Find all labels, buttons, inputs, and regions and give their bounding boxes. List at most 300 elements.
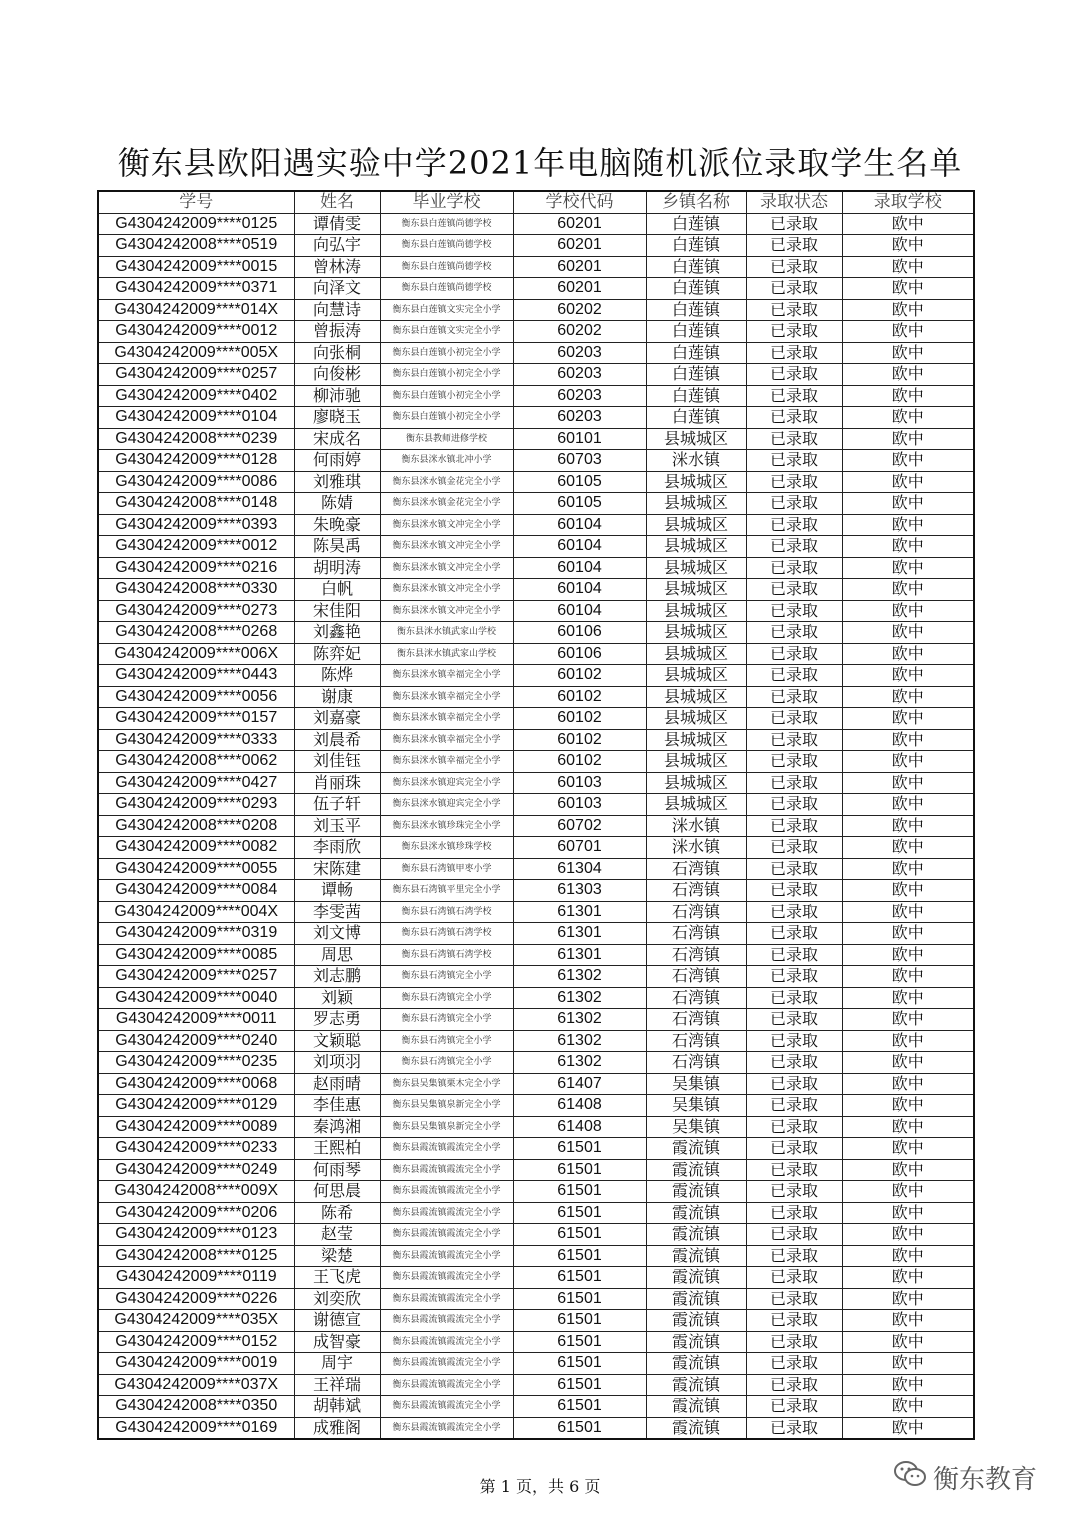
student-name-cell: 向张桐 — [294, 342, 380, 364]
table-row — [98, 1159, 974, 1181]
graduate-school-cell: 衡东县石湾镇完全小学 — [380, 1052, 513, 1074]
table-row — [98, 471, 974, 493]
table-row — [98, 1138, 974, 1160]
admitted-school-cell: 欧中 — [842, 708, 974, 730]
table-row — [98, 1202, 974, 1224]
town-cell: 霞流镇 — [646, 1202, 746, 1224]
table-row — [98, 428, 974, 450]
graduate-school-cell: 衡东县洣水镇迎宾完全小学 — [380, 794, 513, 816]
student-name-cell: 宋佳阳 — [294, 600, 380, 622]
status-cell: 已录取 — [746, 428, 842, 450]
student-id-cell: G4304242009****006X — [98, 643, 294, 665]
table-row — [98, 923, 974, 945]
school-code-cell: 60201 — [513, 213, 646, 235]
student-name-cell: 陈婧 — [294, 493, 380, 515]
town-cell: 洣水镇 — [646, 815, 746, 837]
table-row — [98, 1095, 974, 1117]
student-name-cell: 曾振涛 — [294, 321, 380, 343]
admitted-school-cell: 欧中 — [842, 1138, 974, 1160]
student-id-cell: G4304242009****0011 — [98, 1009, 294, 1031]
student-name-cell: 赵雨晴 — [294, 1073, 380, 1095]
admitted-school-cell: 欧中 — [842, 1417, 974, 1439]
admitted-school-cell: 欧中 — [842, 665, 974, 687]
town-cell: 县城城区 — [646, 643, 746, 665]
student-id-cell: G4304242009****0012 — [98, 321, 294, 343]
student-name-cell: 向慧诗 — [294, 299, 380, 321]
status-cell: 已录取 — [746, 278, 842, 300]
student-name-cell: 王祥瑞 — [294, 1374, 380, 1396]
graduate-school-cell: 衡东县洣水镇幸福完全小学 — [380, 665, 513, 687]
school-code-cell: 60102 — [513, 751, 646, 773]
graduate-school-cell: 衡东县洣水镇武家山学校 — [380, 622, 513, 644]
table-row — [98, 1310, 974, 1332]
table-row — [98, 1052, 974, 1074]
graduate-school-cell: 衡东县洣水镇北冲小学 — [380, 450, 513, 472]
admitted-school-cell: 欧中 — [842, 622, 974, 644]
status-cell: 已录取 — [746, 858, 842, 880]
page-title: 衡东县欧阳遇实验中学2021年电脑随机派位录取学生名单 — [117, 144, 963, 182]
graduate-school-cell: 衡东县洣水镇幸福完全小学 — [380, 686, 513, 708]
student-name-cell: 刘雅琪 — [294, 471, 380, 493]
graduate-school-cell: 衡东县洣水镇文冲完全小学 — [380, 514, 513, 536]
student-name-cell: 朱晚豪 — [294, 514, 380, 536]
town-cell: 县城城区 — [646, 794, 746, 816]
student-id-cell: G4304242008****0125 — [98, 1245, 294, 1267]
student-name-cell: 肖丽珠 — [294, 772, 380, 794]
status-cell: 已录取 — [746, 665, 842, 687]
student-id-cell: G4304242009****0443 — [98, 665, 294, 687]
student-id-cell: G4304242009****0257 — [98, 966, 294, 988]
school-code-cell: 60104 — [513, 536, 646, 558]
student-id-cell: G4304242009****0015 — [98, 256, 294, 278]
status-cell: 已录取 — [746, 450, 842, 472]
status-cell: 已录取 — [746, 901, 842, 923]
school-code-cell: 61407 — [513, 1073, 646, 1095]
table-row — [98, 579, 974, 601]
student-name-cell: 胡韩斌 — [294, 1396, 380, 1418]
student-id-cell: G4304242009****0086 — [98, 471, 294, 493]
town-cell: 县城城区 — [646, 708, 746, 730]
admitted-school-cell: 欧中 — [842, 342, 974, 364]
town-cell: 石湾镇 — [646, 1052, 746, 1074]
admitted-school-cell: 欧中 — [842, 1245, 974, 1267]
student-id-cell: G4304242009****0104 — [98, 407, 294, 429]
admitted-school-cell: 欧中 — [842, 213, 974, 235]
status-cell: 已录取 — [746, 622, 842, 644]
admitted-school-cell: 欧中 — [842, 579, 974, 601]
student-id-cell: G4304242009****0129 — [98, 1095, 294, 1117]
admitted-school-cell: 欧中 — [842, 729, 974, 751]
admission-table — [97, 190, 975, 1440]
status-cell: 已录取 — [746, 708, 842, 730]
student-name-cell: 何雨婷 — [294, 450, 380, 472]
student-id-cell: G4304242008****0062 — [98, 751, 294, 773]
status-cell: 已录取 — [746, 1202, 842, 1224]
status-cell: 已录取 — [746, 364, 842, 386]
admitted-school-cell: 欧中 — [842, 880, 974, 902]
town-cell: 白莲镇 — [646, 407, 746, 429]
school-code-cell: 61304 — [513, 858, 646, 880]
graduate-school-cell: 衡东县白莲镇小初完全小学 — [380, 364, 513, 386]
town-cell: 县城城区 — [646, 729, 746, 751]
table-row — [98, 794, 974, 816]
graduate-school-cell: 衡东县石湾镇完全小学 — [380, 1030, 513, 1052]
admitted-school-cell: 欧中 — [842, 364, 974, 386]
table-row — [98, 1374, 974, 1396]
graduate-school-cell: 衡东县霞流镇霞流完全小学 — [380, 1331, 513, 1353]
student-name-cell: 李雨欣 — [294, 837, 380, 859]
school-code-cell: 61501 — [513, 1288, 646, 1310]
student-name-cell: 王熙柏 — [294, 1138, 380, 1160]
status-cell: 已录取 — [746, 1009, 842, 1031]
school-code-cell: 61501 — [513, 1331, 646, 1353]
status-cell: 已录取 — [746, 579, 842, 601]
graduate-school-cell: 衡东县石湾镇平里完全小学 — [380, 880, 513, 902]
admitted-school-cell: 欧中 — [842, 557, 974, 579]
school-code-cell: 60203 — [513, 407, 646, 429]
admitted-school-cell: 欧中 — [842, 1310, 974, 1332]
graduate-school-cell: 衡东县霞流镇霞流完全小学 — [380, 1374, 513, 1396]
status-cell: 已录取 — [746, 923, 842, 945]
student-id-cell: G4304242009****0226 — [98, 1288, 294, 1310]
school-code-cell: 60202 — [513, 321, 646, 343]
admitted-school-cell: 欧中 — [842, 235, 974, 257]
table-row — [98, 729, 974, 751]
town-cell: 霞流镇 — [646, 1159, 746, 1181]
status-cell: 已录取 — [746, 299, 842, 321]
graduate-school-cell: 衡东县白莲镇小初完全小学 — [380, 407, 513, 429]
table-row — [98, 944, 974, 966]
student-id-cell: G4304242009****0084 — [98, 880, 294, 902]
header-admitted-school: 录取学校 — [842, 191, 974, 213]
town-cell: 县城城区 — [646, 428, 746, 450]
table-row — [98, 385, 974, 407]
admitted-school-cell: 欧中 — [842, 514, 974, 536]
status-cell: 已录取 — [746, 944, 842, 966]
admitted-school-cell: 欧中 — [842, 815, 974, 837]
town-cell: 霞流镇 — [646, 1331, 746, 1353]
school-code-cell: 60203 — [513, 342, 646, 364]
student-id-cell: G4304242009****0257 — [98, 364, 294, 386]
school-code-cell: 61501 — [513, 1181, 646, 1203]
town-cell: 白莲镇 — [646, 364, 746, 386]
school-code-cell: 60203 — [513, 385, 646, 407]
student-id-cell: G4304242009****0333 — [98, 729, 294, 751]
school-code-cell: 60202 — [513, 299, 646, 321]
graduate-school-cell: 衡东县霞流镇霞流完全小学 — [380, 1396, 513, 1418]
graduate-school-cell: 衡东县洣水镇文冲完全小学 — [380, 557, 513, 579]
school-code-cell: 60106 — [513, 622, 646, 644]
student-id-cell: G4304242009****005X — [98, 342, 294, 364]
student-id-cell: G4304242008****009X — [98, 1181, 294, 1203]
status-cell: 已录取 — [746, 1310, 842, 1332]
admitted-school-cell: 欧中 — [842, 1030, 974, 1052]
table-row — [98, 622, 974, 644]
status-cell: 已录取 — [746, 987, 842, 1009]
student-name-cell: 宋成名 — [294, 428, 380, 450]
admitted-school-cell: 欧中 — [842, 643, 974, 665]
status-cell: 已录取 — [746, 1224, 842, 1246]
student-id-cell: G4304242008****0268 — [98, 622, 294, 644]
student-id-cell: G4304242009****0371 — [98, 278, 294, 300]
school-code-cell: 61501 — [513, 1353, 646, 1375]
table-row — [98, 1181, 974, 1203]
town-cell: 县城城区 — [646, 665, 746, 687]
student-name-cell: 向弘宇 — [294, 235, 380, 257]
student-id-cell: G4304242008****0208 — [98, 815, 294, 837]
table-row — [98, 1009, 974, 1031]
admitted-school-cell: 欧中 — [842, 321, 974, 343]
student-id-cell: G4304242009****0068 — [98, 1073, 294, 1095]
status-cell: 已录取 — [746, 407, 842, 429]
status-cell: 已录取 — [746, 729, 842, 751]
town-cell: 霞流镇 — [646, 1267, 746, 1289]
school-code-cell: 61501 — [513, 1396, 646, 1418]
town-cell: 洣水镇 — [646, 837, 746, 859]
graduate-school-cell: 衡东县霞流镇霞流完全小学 — [380, 1224, 513, 1246]
student-name-cell: 向泽文 — [294, 278, 380, 300]
student-id-cell: G4304242009****0293 — [98, 794, 294, 816]
admitted-school-cell: 欧中 — [842, 1202, 974, 1224]
student-id-cell: G4304242009****0040 — [98, 987, 294, 1009]
graduate-school-cell: 衡东县白莲镇尚德学校 — [380, 235, 513, 257]
town-cell: 石湾镇 — [646, 923, 746, 945]
table-row — [98, 643, 974, 665]
student-name-cell: 廖晓玉 — [294, 407, 380, 429]
status-cell: 已录取 — [746, 385, 842, 407]
admitted-school-cell: 欧中 — [842, 1052, 974, 1074]
town-cell: 石湾镇 — [646, 1030, 746, 1052]
admitted-school-cell: 欧中 — [842, 1396, 974, 1418]
table-row — [98, 321, 974, 343]
status-cell: 已录取 — [746, 471, 842, 493]
town-cell: 县城城区 — [646, 536, 746, 558]
admitted-school-cell: 欧中 — [842, 1288, 974, 1310]
table-row — [98, 1331, 974, 1353]
school-code-cell: 61501 — [513, 1202, 646, 1224]
graduate-school-cell: 衡东县霞流镇霞流完全小学 — [380, 1353, 513, 1375]
school-code-cell: 60106 — [513, 643, 646, 665]
status-cell: 已录取 — [746, 1138, 842, 1160]
admitted-school-cell: 欧中 — [842, 901, 974, 923]
student-id-cell: G4304242008****0330 — [98, 579, 294, 601]
school-code-cell: 61301 — [513, 901, 646, 923]
admitted-school-cell: 欧中 — [842, 256, 974, 278]
school-code-cell: 61501 — [513, 1374, 646, 1396]
student-name-cell: 李雯茜 — [294, 901, 380, 923]
student-id-cell: G4304242009****0402 — [98, 385, 294, 407]
graduate-school-cell: 衡东县白莲镇文实完全小学 — [380, 299, 513, 321]
admitted-school-cell: 欧中 — [842, 1116, 974, 1138]
student-name-cell: 王飞虎 — [294, 1267, 380, 1289]
graduate-school-cell: 衡东县洣水镇珍珠完全小学 — [380, 815, 513, 837]
town-cell: 白莲镇 — [646, 256, 746, 278]
table-row — [98, 256, 974, 278]
school-code-cell: 61501 — [513, 1245, 646, 1267]
admitted-school-cell: 欧中 — [842, 923, 974, 945]
student-id-cell: G4304242009****035X — [98, 1310, 294, 1332]
admitted-school-cell: 欧中 — [842, 944, 974, 966]
school-code-cell: 60701 — [513, 837, 646, 859]
graduate-school-cell: 衡东县洣水镇珍珠学校 — [380, 837, 513, 859]
status-cell: 已录取 — [746, 213, 842, 235]
school-code-cell: 61302 — [513, 1009, 646, 1031]
town-cell: 石湾镇 — [646, 987, 746, 1009]
graduate-school-cell: 衡东县霞流镇霞流完全小学 — [380, 1202, 513, 1224]
status-cell: 已录取 — [746, 1181, 842, 1203]
school-code-cell: 60104 — [513, 514, 646, 536]
graduate-school-cell: 衡东县霞流镇霞流完全小学 — [380, 1417, 513, 1439]
school-code-cell: 60201 — [513, 235, 646, 257]
graduate-school-cell: 衡东县洣水镇幸福完全小学 — [380, 751, 513, 773]
school-code-cell: 61408 — [513, 1116, 646, 1138]
town-cell: 霞流镇 — [646, 1353, 746, 1375]
header-student-id: 学号 — [98, 191, 294, 213]
student-id-cell: G4304242009****0240 — [98, 1030, 294, 1052]
table-row — [98, 686, 974, 708]
graduate-school-cell: 衡东县霞流镇霞流完全小学 — [380, 1267, 513, 1289]
student-name-cell: 陈昊禹 — [294, 536, 380, 558]
status-cell: 已录取 — [746, 536, 842, 558]
student-name-cell: 陈烨 — [294, 665, 380, 687]
table-row — [98, 342, 974, 364]
graduate-school-cell: 衡东县洣水镇文冲完全小学 — [380, 579, 513, 601]
status-cell: 已录取 — [746, 256, 842, 278]
graduate-school-cell: 衡东县吴集镇泉新完全小学 — [380, 1095, 513, 1117]
graduate-school-cell: 衡东县石湾镇完全小学 — [380, 987, 513, 1009]
graduate-school-cell: 衡东县石湾镇石湾学校 — [380, 944, 513, 966]
student-name-cell: 谢德宣 — [294, 1310, 380, 1332]
table-row — [98, 1288, 974, 1310]
student-name-cell: 伍子轩 — [294, 794, 380, 816]
student-name-cell: 陈弈妃 — [294, 643, 380, 665]
school-code-cell: 60102 — [513, 686, 646, 708]
status-cell: 已录取 — [746, 1052, 842, 1074]
school-code-cell: 61302 — [513, 1052, 646, 1074]
student-name-cell: 宋陈建 — [294, 858, 380, 880]
student-name-cell: 赵莹 — [294, 1224, 380, 1246]
school-code-cell: 61501 — [513, 1159, 646, 1181]
student-id-cell: G4304242009****0216 — [98, 557, 294, 579]
header-town: 乡镇名称 — [646, 191, 746, 213]
table-row — [98, 493, 974, 515]
graduate-school-cell: 衡东县洣水镇武家山学校 — [380, 643, 513, 665]
status-cell: 已录取 — [746, 321, 842, 343]
graduate-school-cell: 衡东县白莲镇尚德学校 — [380, 278, 513, 300]
admitted-school-cell: 欧中 — [842, 837, 974, 859]
school-code-cell: 60203 — [513, 364, 646, 386]
student-name-cell: 周宇 — [294, 1353, 380, 1375]
student-id-cell: G4304242009****014X — [98, 299, 294, 321]
table-row — [98, 600, 974, 622]
town-cell: 霞流镇 — [646, 1374, 746, 1396]
watermark — [893, 1459, 1037, 1496]
admitted-school-cell: 欧中 — [842, 1374, 974, 1396]
table-row — [98, 1030, 974, 1052]
student-id-cell: G4304242009****0089 — [98, 1116, 294, 1138]
student-id-cell: G4304242009****0157 — [98, 708, 294, 730]
table-row — [98, 837, 974, 859]
status-cell: 已录取 — [746, 1396, 842, 1418]
student-id-cell: G4304242009****0206 — [98, 1202, 294, 1224]
table-row — [98, 1353, 974, 1375]
admitted-school-cell: 欧中 — [842, 1009, 974, 1031]
table-row — [98, 1245, 974, 1267]
admitted-school-cell: 欧中 — [842, 407, 974, 429]
student-name-cell: 柳沛驰 — [294, 385, 380, 407]
admitted-school-cell: 欧中 — [842, 1331, 974, 1353]
student-name-cell: 胡明涛 — [294, 557, 380, 579]
table-row — [98, 213, 974, 235]
admitted-school-cell: 欧中 — [842, 1267, 974, 1289]
graduate-school-cell: 衡东县洣水镇幸福完全小学 — [380, 729, 513, 751]
student-id-cell: G4304242009****037X — [98, 1374, 294, 1396]
status-cell: 已录取 — [746, 600, 842, 622]
student-id-cell: G4304242009****0249 — [98, 1159, 294, 1181]
student-name-cell: 刘嘉豪 — [294, 708, 380, 730]
status-cell: 已录取 — [746, 514, 842, 536]
status-cell: 已录取 — [746, 1288, 842, 1310]
graduate-school-cell: 衡东县霞流镇霞流完全小学 — [380, 1159, 513, 1181]
student-name-cell: 刘奕欣 — [294, 1288, 380, 1310]
admitted-school-cell: 欧中 — [842, 1095, 974, 1117]
town-cell: 霞流镇 — [646, 1417, 746, 1439]
admitted-school-cell: 欧中 — [842, 772, 974, 794]
admitted-school-cell: 欧中 — [842, 428, 974, 450]
student-id-cell: G4304242009****0123 — [98, 1224, 294, 1246]
status-cell: 已录取 — [746, 1159, 842, 1181]
student-name-cell: 成智豪 — [294, 1331, 380, 1353]
town-cell: 白莲镇 — [646, 385, 746, 407]
graduate-school-cell: 衡东县石湾镇石湾学校 — [380, 901, 513, 923]
student-name-cell: 秦鸿湘 — [294, 1116, 380, 1138]
student-name-cell: 周思 — [294, 944, 380, 966]
town-cell: 白莲镇 — [646, 213, 746, 235]
status-cell: 已录取 — [746, 966, 842, 988]
town-cell: 白莲镇 — [646, 321, 746, 343]
school-code-cell: 60703 — [513, 450, 646, 472]
town-cell: 吴集镇 — [646, 1073, 746, 1095]
admitted-school-cell: 欧中 — [842, 471, 974, 493]
watermark-text: 衡东教育 — [933, 1465, 1038, 1495]
admitted-school-cell: 欧中 — [842, 385, 974, 407]
student-name-cell: 罗志勇 — [294, 1009, 380, 1031]
student-name-cell: 何思晨 — [294, 1181, 380, 1203]
student-id-cell: G4304242009****0056 — [98, 686, 294, 708]
graduate-school-cell: 衡东县石湾镇石湾学校 — [380, 923, 513, 945]
school-code-cell: 61301 — [513, 923, 646, 945]
school-code-cell: 60102 — [513, 708, 646, 730]
header-name: 姓名 — [294, 191, 380, 213]
table-row — [98, 235, 974, 257]
table-row — [98, 1116, 974, 1138]
student-name-cell: 刘玉平 — [294, 815, 380, 837]
table-row — [98, 772, 974, 794]
status-cell: 已录取 — [746, 235, 842, 257]
student-id-cell: G4304242009****0012 — [98, 536, 294, 558]
student-name-cell: 刘志鹏 — [294, 966, 380, 988]
status-cell: 已录取 — [746, 493, 842, 515]
school-code-cell: 61301 — [513, 944, 646, 966]
table-row — [98, 278, 974, 300]
admitted-school-cell: 欧中 — [842, 686, 974, 708]
table-row — [98, 665, 974, 687]
town-cell: 霞流镇 — [646, 1288, 746, 1310]
graduate-school-cell: 衡东县霞流镇霞流完全小学 — [380, 1288, 513, 1310]
student-id-cell: G4304242009****0085 — [98, 944, 294, 966]
status-cell: 已录取 — [746, 1331, 842, 1353]
student-name-cell: 文颖聪 — [294, 1030, 380, 1052]
